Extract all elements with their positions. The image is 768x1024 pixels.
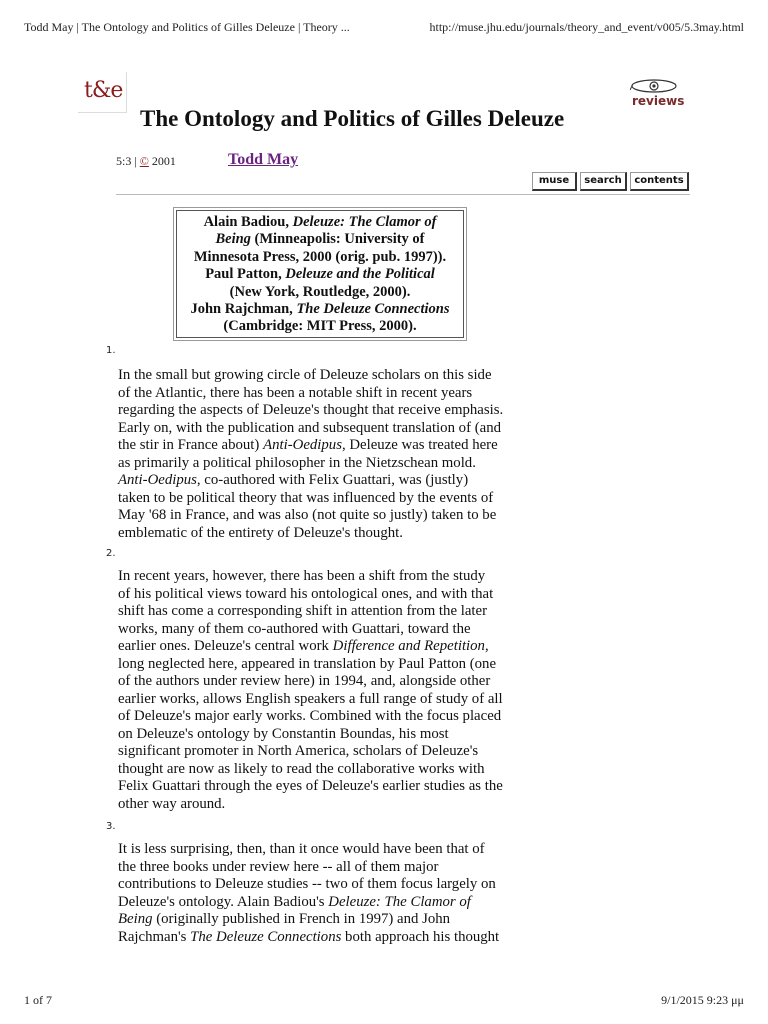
- citation-line: [177, 231, 463, 248]
- citation-text: (Minneapolis: University of: [250, 231, 425, 248]
- text-run: , co-authored with Felix Guattari, was (justly): [196, 472, 469, 488]
- print-page-count: 1 of 7: [24, 993, 52, 1007]
- paragraph-line: [118, 455, 526, 473]
- paragraph-line: [118, 568, 526, 586]
- citation-book-title: The Deleuze Connections: [296, 301, 450, 318]
- paragraph-line: [118, 876, 526, 894]
- italic-title: Deleuze: The Clamor of: [328, 893, 471, 910]
- paragraph-line: [118, 621, 526, 639]
- citation-text: Minnesota Press, 2000 (orig. pub. 1997)).: [193, 248, 447, 265]
- paragraph-line: [118, 929, 526, 947]
- author-link[interactable]: Todd May: [228, 151, 299, 168]
- citation-box: [176, 210, 464, 338]
- text-run: significant promoter in North America, scholars of Deleuze's: [118, 743, 479, 759]
- paragraph: [118, 841, 526, 946]
- paragraph-line: [118, 638, 526, 656]
- issue-year: 2001: [148, 154, 176, 168]
- reviews-eye-icon: [630, 78, 682, 94]
- text-run: It is less surprising, then, than it once would have been that of: [118, 841, 485, 857]
- print-datetime: 9/1/2015 9:23 μμ: [661, 993, 744, 1007]
- paragraph-line: [118, 841, 526, 859]
- paragraph-number: 1.: [106, 345, 116, 356]
- journal-logo[interactable]: [78, 72, 127, 113]
- paragraph-line: [118, 743, 526, 761]
- print-page-url: http://muse.jhu.edu/journals/theory_and_event/v005/5.3may.html: [429, 20, 744, 34]
- page-title: The Ontology and Politics of Gilles Deleuze: [140, 106, 565, 131]
- paragraph-line: [118, 656, 526, 674]
- paragraph: [118, 568, 526, 813]
- text-run: the three books under review here -- all of them major: [118, 858, 439, 875]
- citation-book-title: Being: [215, 231, 251, 248]
- text-run: contributions to Deleuze studies -- two of them focus largely on: [118, 876, 496, 892]
- paragraph-line: [118, 525, 526, 543]
- citation-text: Alain Badiou,: [203, 214, 293, 230]
- text-run: Early on, with the publication and subsequent translation of (and: [118, 419, 501, 436]
- paragraph-line: [118, 778, 526, 796]
- text-run: both approach his thought: [341, 928, 500, 945]
- text-run: shift has come a corresponding shift in attention from the later: [118, 603, 487, 619]
- paragraph-line: [118, 726, 526, 744]
- paragraph-line: [118, 420, 526, 438]
- italic-title: The Deleuze Connections: [190, 928, 342, 945]
- italic-title: Difference and Repetition: [332, 638, 485, 654]
- citation-book-title: Deleuze: The Clamor of: [292, 214, 437, 230]
- citation-text: (New York, Routledge, 2000).: [229, 283, 411, 300]
- text-run: of his political views toward his ontological ones, and with that: [118, 585, 494, 602]
- copyright-link[interactable]: ©: [139, 154, 149, 168]
- paragraph: [118, 367, 526, 542]
- italic-title: Anti-Oedipus: [263, 437, 342, 453]
- text-run: earlier works, allows English speakers a full range of study of all: [118, 690, 503, 707]
- text-run: (originally published in French in 1997) and John: [152, 911, 451, 927]
- header-divider: [116, 194, 690, 195]
- citation-line: [177, 284, 463, 301]
- citation-text: (Cambridge: MIT Press, 2000).: [223, 318, 417, 335]
- text-run: Rajchman's: [118, 928, 191, 945]
- text-run: the stir in France about): [118, 437, 264, 453]
- text-run: long neglected here, appeared in translation by Paul Patton (one: [118, 655, 497, 672]
- citation-line: [177, 301, 463, 318]
- text-run: In the small but growing circle of Deleuze scholars on this side: [118, 367, 492, 383]
- paragraph-line: [118, 708, 526, 726]
- paragraph-line: [118, 385, 526, 403]
- text-run: earlier ones. Deleuze's central work: [118, 638, 333, 654]
- paragraph-line: [118, 586, 526, 604]
- paragraph-line: [118, 437, 526, 455]
- paragraph-line: [118, 911, 526, 929]
- paragraph-line: [118, 402, 526, 420]
- text-run: of Deleuze's major early works. Combined with the focus placed: [118, 708, 502, 724]
- logo-text: t&e: [84, 78, 123, 103]
- paragraph-number: 3.: [106, 821, 116, 832]
- text-run: other way around.: [118, 795, 226, 812]
- paragraph-line: [118, 859, 526, 877]
- text-run: , Deleuze was treated here: [341, 437, 498, 453]
- paragraph-number: 2.: [106, 548, 116, 559]
- italic-title: Anti-Oedipus: [118, 472, 197, 488]
- paragraph-line: [118, 603, 526, 621]
- text-run: thought are now as likely to read the collaborative works with: [118, 760, 485, 777]
- issue-number: 5:3 |: [116, 154, 140, 168]
- text-run: of the Atlantic, there has been a notable shift in recent years: [118, 384, 473, 401]
- text-run: Felix Guattari through the eyes of Deleuze's earlier studies as the: [118, 778, 503, 794]
- text-run: ,: [484, 638, 489, 654]
- reviews-label: reviews: [632, 94, 685, 108]
- text-run: of the authors under review here) in 1994, and, alongside other: [118, 673, 491, 689]
- text-run: In recent years, however, there has been a shift from the study: [118, 568, 486, 584]
- search-button[interactable]: search: [580, 172, 627, 191]
- paragraph-line: [118, 507, 526, 525]
- paragraph-line: [118, 673, 526, 691]
- citation-line: [177, 214, 463, 231]
- italic-title: Being: [118, 911, 153, 927]
- text-run: works, many of them co-authored with Guattari, toward the: [118, 620, 471, 637]
- reviews-link[interactable]: [628, 78, 688, 112]
- citation-line: [177, 249, 463, 266]
- issue-line: [116, 154, 176, 169]
- text-run: on Deleuze's ontology by Constantin Boundas, his most: [118, 725, 449, 742]
- paragraph-line: [118, 691, 526, 709]
- muse-button[interactable]: muse: [532, 172, 577, 191]
- citation-book-title: Deleuze and the Political: [285, 266, 435, 283]
- citation-line: [177, 318, 463, 335]
- paragraph-line: [118, 894, 526, 912]
- citation-text: Paul Patton,: [205, 266, 286, 283]
- text-run: May '68 in France, and was also (not quite so justly) taken to be: [118, 507, 497, 523]
- paragraph-line: [118, 761, 526, 779]
- text-run: Deleuze's ontology. Alain Badiou's: [118, 893, 329, 910]
- paragraph-line: [118, 490, 526, 508]
- paragraph-line: [118, 367, 526, 385]
- text-run: emblematic of the entirety of Deleuze's thought.: [118, 524, 403, 541]
- paragraph-line: [118, 796, 526, 814]
- citation-line: [177, 266, 463, 283]
- citation-text: John Rajchman,: [190, 301, 297, 318]
- print-page-title: Todd May | The Ontology and Politics of Gilles Deleuze | Theory ...: [24, 20, 350, 34]
- contents-button[interactable]: contents: [630, 172, 689, 191]
- text-run: as primarily a political philosopher in the Nietzschean mold.: [118, 454, 476, 471]
- paragraph-line: [118, 472, 526, 490]
- text-run: taken to be political theory that was influenced by the events of: [118, 489, 494, 506]
- text-run: regarding the aspects of Deleuze's thought that receive emphasis.: [118, 402, 504, 418]
